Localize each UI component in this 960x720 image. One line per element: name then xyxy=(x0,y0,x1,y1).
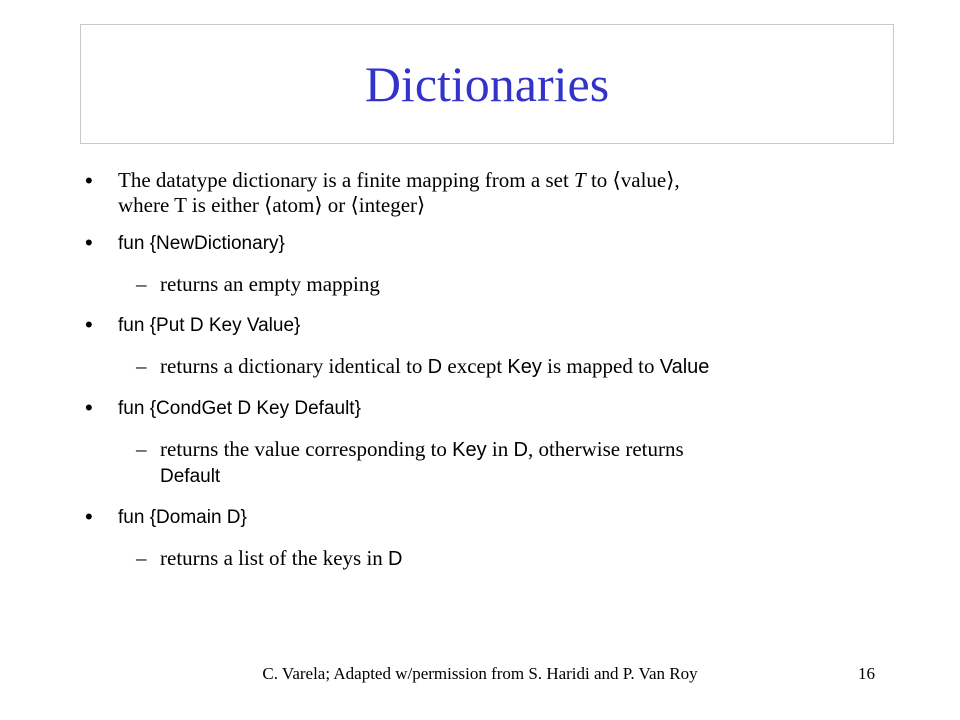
text: to ⟨value⟩, xyxy=(585,168,680,192)
code-D: D xyxy=(513,439,528,461)
text: returns an empty mapping xyxy=(160,272,380,296)
sub-item-newdictionary xyxy=(80,272,900,297)
text: returns the value corresponding to xyxy=(160,437,453,461)
bullet-item-datatype xyxy=(80,168,900,218)
bullet-item-condget xyxy=(80,395,900,421)
code-Default: Default xyxy=(160,466,221,487)
bullet-marker: • xyxy=(85,395,93,420)
sub-item-domain xyxy=(80,546,900,572)
bullet-marker: • xyxy=(85,312,93,337)
sub-item-condget xyxy=(80,437,900,489)
code-signature: fun {Domain D} xyxy=(118,507,247,528)
code-Key: Key xyxy=(452,439,487,461)
title-box xyxy=(80,24,894,144)
sub-item-put xyxy=(80,354,900,380)
code-D: D xyxy=(388,548,403,570)
code-Key: Key xyxy=(507,356,542,378)
text: The datatype dictionary is a finite mapping from a set xyxy=(118,168,575,192)
bullet-marker: • xyxy=(85,230,93,255)
code-signature: fun {NewDictionary} xyxy=(118,233,285,254)
slide-footer: C. Varela; Adapted w/permission from S. Haridi and P. Van Roy xyxy=(262,664,698,683)
text: returns a list of the keys in xyxy=(160,546,389,570)
code-Value: Value xyxy=(659,356,710,378)
text: in xyxy=(486,437,514,461)
slide-title: Dictionaries xyxy=(364,56,610,112)
dash-marker: – xyxy=(136,354,147,378)
code-signature: fun {CondGet D Key Default} xyxy=(118,398,361,419)
text: returns a dictionary identical to xyxy=(160,354,428,378)
text: except xyxy=(442,354,508,378)
bullet-item-newdictionary xyxy=(80,230,900,256)
page-number: 16 xyxy=(858,664,875,683)
text: is mapped to xyxy=(541,354,660,378)
code-D: D xyxy=(427,356,443,378)
slide-content xyxy=(80,160,900,572)
text: , otherwise returns xyxy=(527,437,684,461)
bullet-item-put xyxy=(80,312,900,338)
text-line2: where T is either ⟨atom⟩ or ⟨integer⟩ xyxy=(118,193,426,217)
bullet-item-domain xyxy=(80,504,900,530)
text-italic-T: T xyxy=(574,168,586,192)
dash-marker: – xyxy=(136,272,147,296)
bullet-marker: • xyxy=(85,504,93,529)
code-signature: fun {Put D Key Value} xyxy=(118,315,301,336)
bullet-marker: • xyxy=(85,168,93,193)
dash-marker: – xyxy=(136,546,147,570)
dash-marker: – xyxy=(136,437,147,461)
